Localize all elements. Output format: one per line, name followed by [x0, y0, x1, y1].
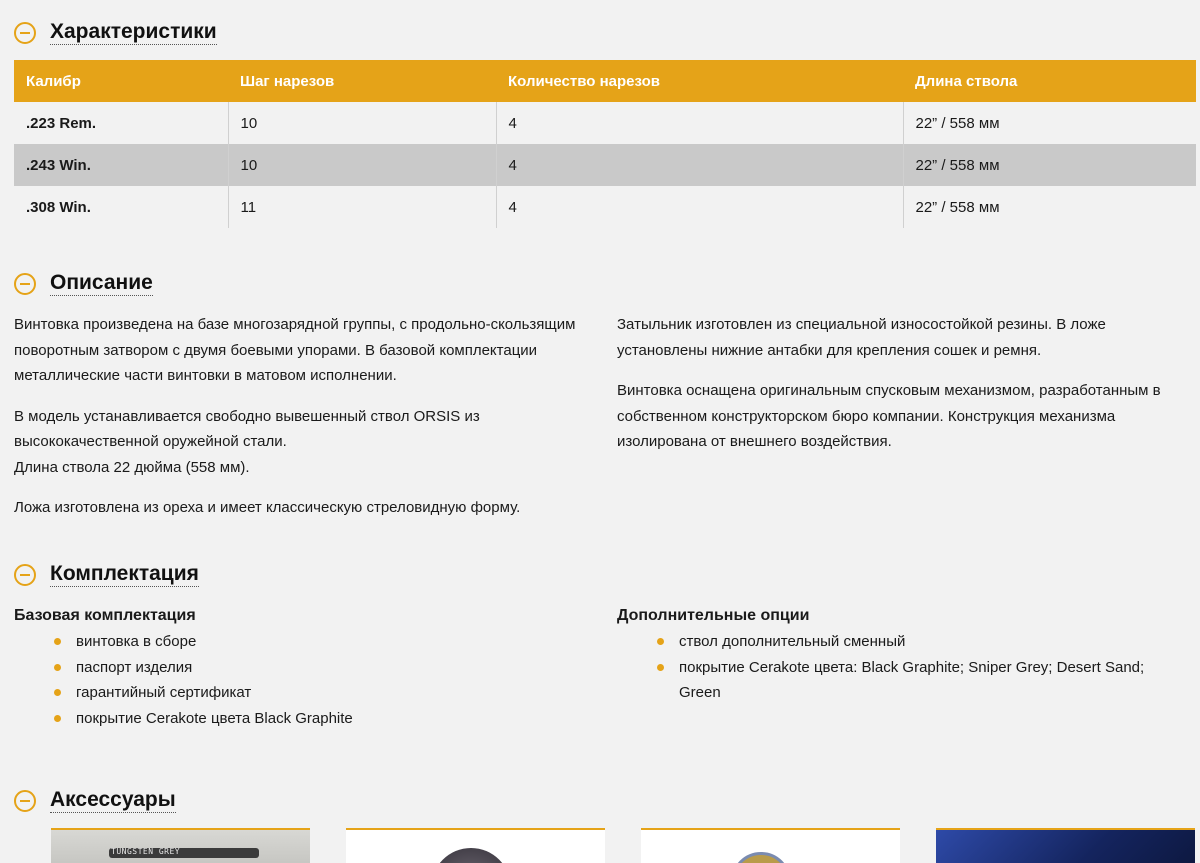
cell-barrel-length: 22” / 558 мм [915, 114, 1000, 132]
kit-section-title[interactable]: Комплектация [50, 562, 199, 585]
emblem-shape [731, 852, 791, 863]
kit-base-title: Базовая комплектация [14, 607, 196, 624]
table-row [14, 102, 1196, 144]
accessory-image [346, 830, 605, 863]
list-item: винтовка в сборе [14, 629, 599, 655]
specs-section-header[interactable] [14, 20, 217, 45]
collapse-icon[interactable] [14, 22, 36, 44]
specs-section-title[interactable]: Характеристики [50, 20, 217, 43]
list-item: гарантийный сертификат [14, 680, 599, 706]
accessory-card[interactable] [346, 828, 605, 863]
cell-barrel-length: 22” / 558 мм [915, 198, 1000, 216]
accessory-card[interactable] [641, 828, 900, 863]
list-item: паспорт изделия [14, 655, 599, 681]
collapse-icon[interactable] [14, 790, 36, 812]
description-paragraph: Ложа изготовлена из ореха и имеет классическую стреловидную форму. [14, 499, 521, 516]
kit-base-column [14, 603, 599, 731]
cell-caliber: .223 Rem. [14, 102, 228, 144]
collapse-icon[interactable] [14, 564, 36, 586]
description-right-column [617, 312, 1187, 470]
cell-twist: 11 [228, 186, 496, 228]
accessory-image [936, 830, 1195, 863]
cell-grooves: 4 [496, 186, 903, 228]
description-paragraph: Винтовка оснащена оригинальным спусковым механизмом, разработанным в собственном конструкторском бюро компании. Конструкция механизма изолирована от внешнего воздействия. [617, 382, 1161, 450]
header-barrel-length: Длина ствола [903, 60, 1196, 102]
description-text: В модель устанавливается свободно вывешенный ствол ORSIS из высококачественной оружейной стали. [14, 407, 480, 450]
kit-options-list [617, 629, 1177, 706]
header-grooves: Количество нарезов [496, 60, 903, 102]
accessories-section-header[interactable] [14, 788, 176, 813]
description-section-header[interactable] [14, 271, 153, 296]
description-left-column [14, 312, 599, 536]
accessory-card[interactable] [51, 828, 310, 863]
collapse-icon[interactable] [14, 273, 36, 295]
description-paragraph [14, 404, 599, 481]
list-item: покрытие Cerakote цвета: Black Graphite; Sniper Grey; Desert Sand; Green [617, 655, 1177, 706]
accessory-card[interactable] [936, 828, 1195, 863]
cell-grooves: 4 [496, 144, 903, 186]
description-paragraph: Затыльник изготовлен из специальной износостойкой резины. В ложе установлены нижние антабки для крепления сошек и ремня. [617, 316, 1106, 359]
table-row [14, 186, 1196, 228]
cell-twist: 10 [228, 102, 496, 144]
kit-base-list [14, 629, 599, 731]
kit-options-column [617, 603, 1177, 706]
accessories-section-title[interactable]: Аксессуары [50, 788, 176, 811]
list-item: покрытие Cerakote цвета Black Graphite [14, 706, 599, 732]
kit-section-header[interactable] [14, 562, 199, 587]
accessory-image-label: TUNGSTEN GREY [111, 847, 181, 856]
specs-table [14, 60, 1196, 228]
accessory-shape [431, 848, 511, 863]
cell-grooves: 4 [496, 102, 903, 144]
list-item: ствол дополнительный сменный [617, 629, 1177, 655]
kit-options-title: Дополнительные опции [617, 607, 810, 624]
table-row [14, 144, 1196, 186]
description-paragraph: Винтовка произведена на базе многозарядной группы, с продольно-скользящим поворотным затвором с двумя боевыми упорами. В базовой комплектации металлические части винтовки в матовом исполнении. [14, 316, 576, 384]
header-caliber: Калибр [14, 60, 228, 102]
description-section-title[interactable]: Описание [50, 271, 153, 294]
accessory-image [51, 830, 310, 863]
header-twist: Шаг нарезов [228, 60, 496, 102]
accessory-image [641, 830, 900, 863]
cell-barrel-length: 22” / 558 мм [903, 144, 1196, 186]
table-header-row [14, 60, 1196, 102]
cell-caliber: .243 Win. [14, 144, 228, 186]
cell-caliber: .308 Win. [14, 186, 228, 228]
cell-twist: 10 [228, 144, 496, 186]
description-text: Длина ствола 22 дюйма (558 мм). [14, 458, 250, 476]
